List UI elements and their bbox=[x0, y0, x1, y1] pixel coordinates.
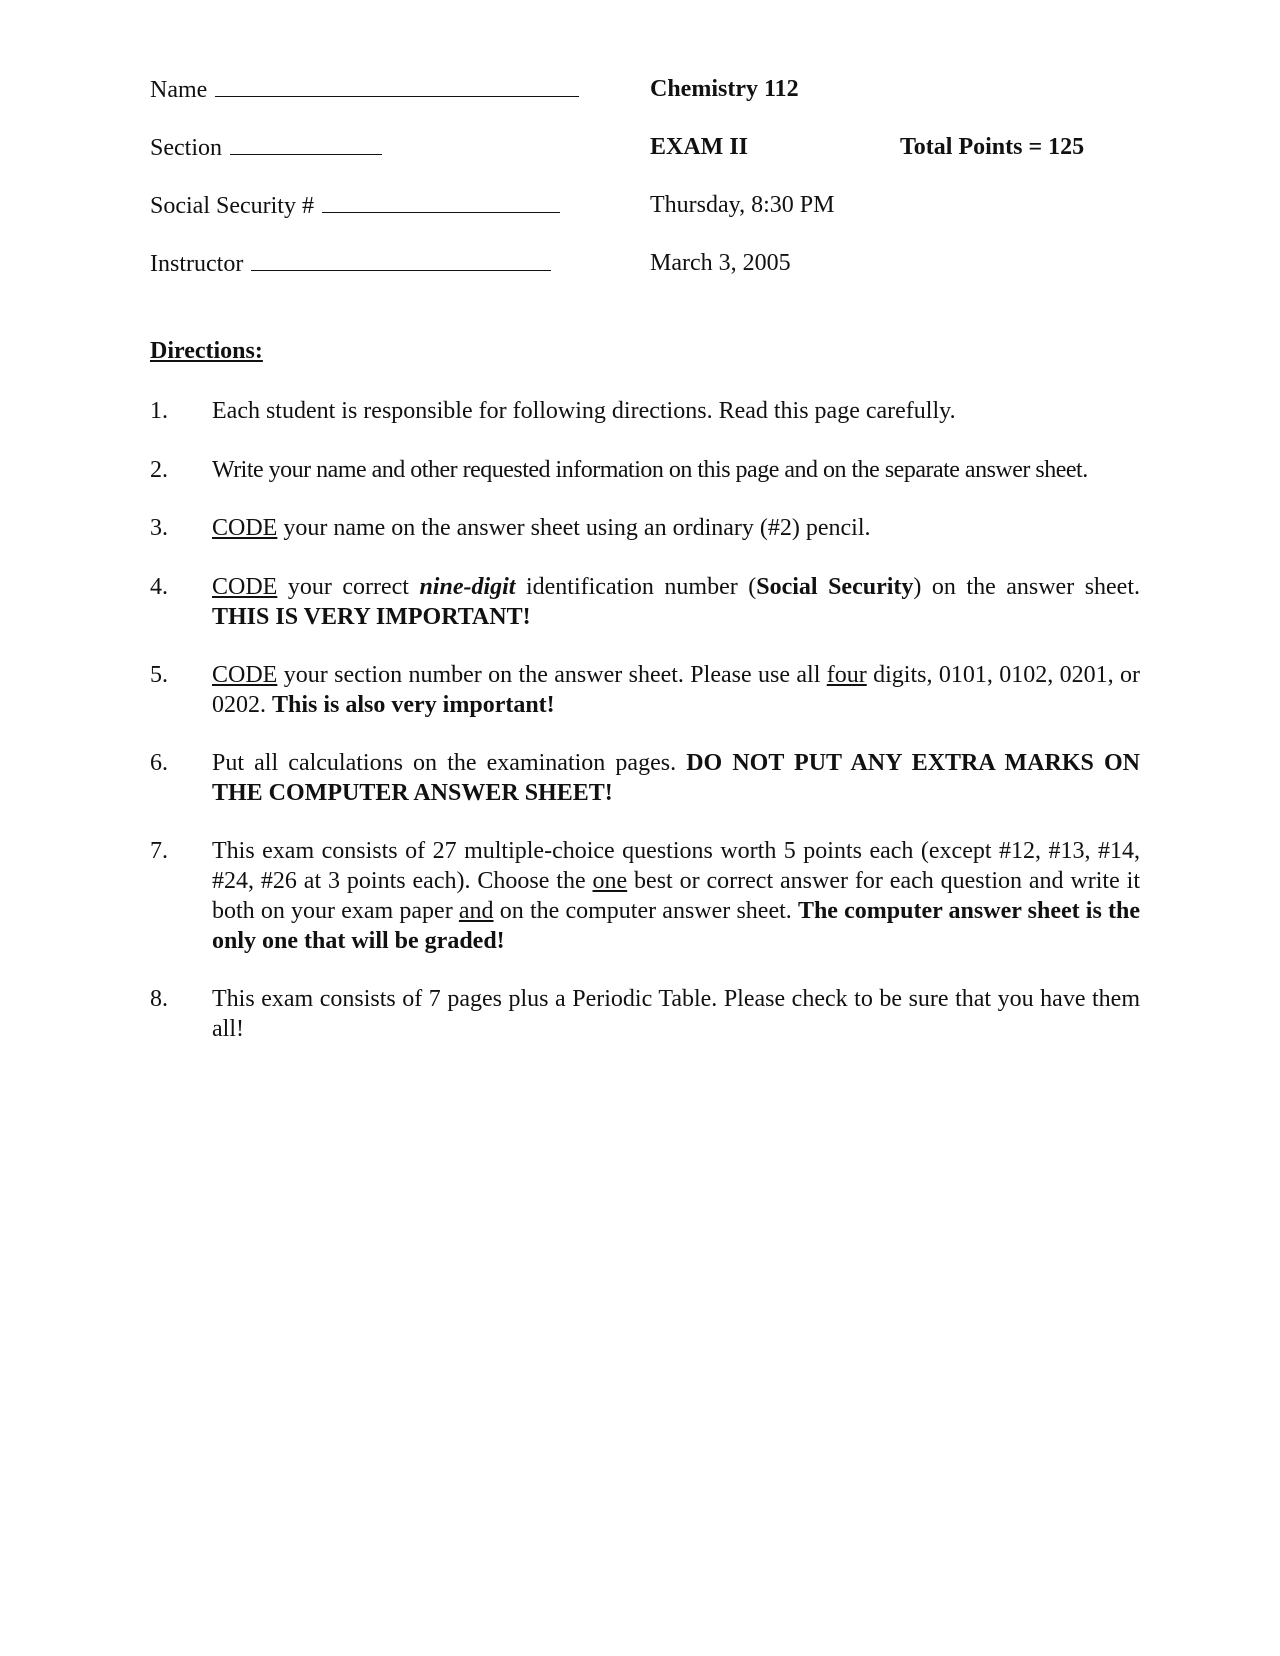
item-number: 2. bbox=[150, 457, 168, 483]
bold-important-note: This is also very important! bbox=[272, 692, 555, 718]
instructor-blank[interactable] bbox=[251, 248, 551, 271]
item-number: 6. bbox=[150, 750, 168, 776]
code-keyword: CODE bbox=[212, 662, 278, 688]
item-text-part: best or correct answer for each question and write it both on your exam paper bbox=[212, 868, 1140, 924]
item-number: 1. bbox=[150, 398, 168, 424]
item-text-part: This exam consists of 27 multiple-choice questions worth 5 points each (except #12, #13, #14, #24, #26 at 3 points each). Choose the bbox=[212, 838, 1140, 894]
exam-title: EXAM II bbox=[650, 134, 749, 160]
code-keyword: CODE bbox=[212, 574, 278, 600]
direction-item-6 bbox=[150, 748, 1140, 808]
code-keyword: CODE bbox=[212, 515, 278, 541]
instructor-label: Instructor bbox=[150, 251, 244, 277]
item-text-part: identification number ( bbox=[515, 574, 757, 600]
course-title: Chemistry 112 bbox=[650, 76, 799, 102]
item-number: 4. bbox=[150, 574, 168, 600]
direction-item-3 bbox=[150, 513, 1140, 543]
direction-item-8 bbox=[150, 984, 1140, 1044]
item-text: Write your name and other requested information on this page and on the separate answer sheet. bbox=[212, 457, 1088, 483]
ssn-field-row bbox=[150, 190, 560, 221]
bold-warning: DO NOT PUT ANY EXTRA MARKS ON THE COMPUTER ANSWER SHEET! bbox=[212, 750, 1140, 806]
item-number: 7. bbox=[150, 838, 168, 864]
item-text-part: your section number on the answer sheet. Please use all bbox=[277, 662, 827, 688]
direction-item-7 bbox=[150, 836, 1140, 956]
direction-item-5 bbox=[150, 660, 1140, 720]
name-blank[interactable] bbox=[215, 74, 579, 97]
underline-one: one bbox=[592, 868, 628, 894]
direction-item-4 bbox=[150, 572, 1140, 632]
direction-item-2 bbox=[150, 455, 1140, 485]
emphasis-nine-digit: nine-digit bbox=[419, 574, 516, 600]
item-text-part: digits, 0101, 0102, 0201, or 0202. bbox=[212, 662, 1140, 718]
item-text-part: your correct bbox=[277, 574, 420, 600]
item-text-part: ) on the answer sheet. bbox=[913, 574, 1141, 600]
bold-graded-note: The computer answer sheet is the only one that will be graded! bbox=[212, 898, 1141, 954]
name-label: Name bbox=[150, 77, 208, 103]
section-field-row bbox=[150, 132, 382, 163]
item-text: This exam consists of 7 pages plus a Periodic Table. Please check to be sure that you have them all! bbox=[212, 986, 1140, 1042]
exam-day-time: Thursday, 8:30 PM bbox=[650, 192, 835, 218]
direction-item-1 bbox=[150, 396, 1140, 426]
bold-social-security: Social Security bbox=[756, 574, 914, 600]
name-field-row bbox=[150, 74, 579, 105]
bold-important-note: THIS IS VERY IMPORTANT! bbox=[212, 604, 531, 630]
item-number: 8. bbox=[150, 986, 168, 1012]
total-points: Total Points = 125 bbox=[900, 134, 1085, 160]
item-text: Each student is responsible for following directions. Read this page carefully. bbox=[212, 398, 956, 424]
exam-date: March 3, 2005 bbox=[650, 250, 791, 276]
item-text-part: Put all calculations on the examination pages. bbox=[212, 750, 687, 776]
ssn-blank[interactable] bbox=[322, 190, 560, 213]
item-text: your name on the answer sheet using an ordinary (#2) pencil. bbox=[277, 515, 871, 541]
instructor-field-row bbox=[150, 248, 551, 279]
directions-heading: Directions: bbox=[150, 338, 263, 364]
item-number: 5. bbox=[150, 662, 168, 688]
section-label: Section bbox=[150, 135, 222, 161]
underline-four: four bbox=[826, 662, 867, 688]
item-text-part: on the computer answer sheet. bbox=[493, 898, 798, 924]
ssn-label: Social Security # bbox=[150, 193, 314, 219]
section-blank[interactable] bbox=[230, 132, 382, 155]
item-number: 3. bbox=[150, 515, 168, 541]
underline-and: and bbox=[458, 898, 494, 924]
